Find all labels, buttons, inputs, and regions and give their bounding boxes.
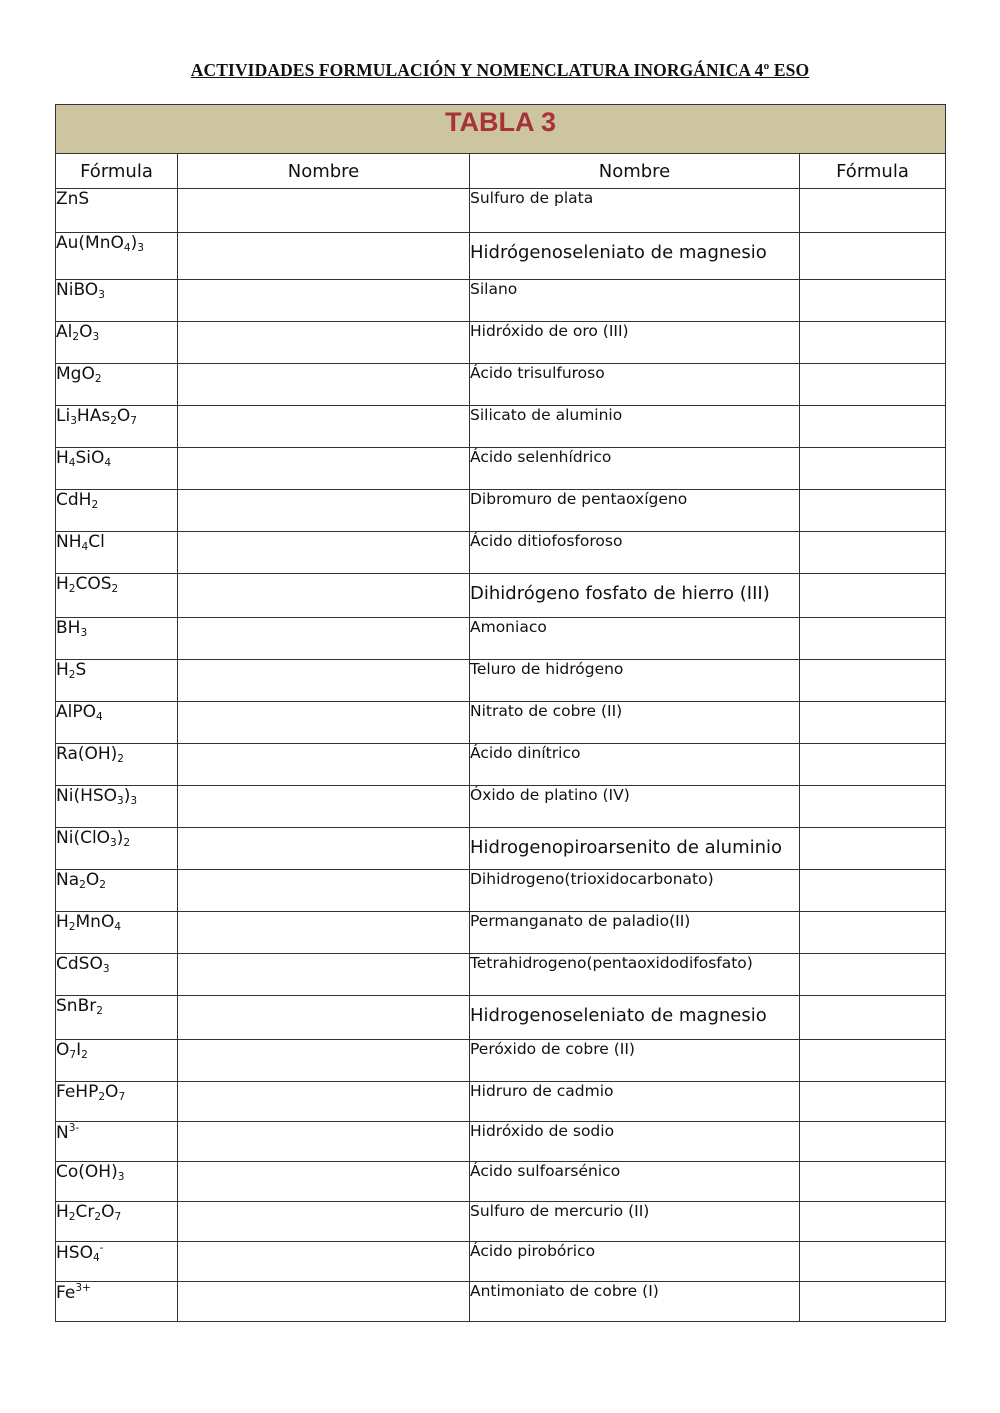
compound-name: Tetrahidrogeno(pentaoxidodifosfato) bbox=[470, 954, 753, 972]
name-cell bbox=[470, 870, 800, 912]
compound-name: Hidrogenoseleniato de magnesio bbox=[470, 1005, 767, 1026]
formula-text: O bbox=[79, 322, 93, 342]
formula-subscript: 2 bbox=[68, 921, 76, 933]
compound-name: Óxido de platino (IV) bbox=[470, 786, 630, 804]
formula-text: NH bbox=[56, 532, 82, 552]
formula-subscript: 4 bbox=[123, 242, 131, 254]
name-cell bbox=[470, 996, 800, 1040]
formula-text: N bbox=[56, 1123, 69, 1143]
name-cell bbox=[470, 280, 800, 322]
table-row bbox=[56, 322, 946, 364]
formula-cell bbox=[56, 912, 178, 954]
formula-subscript: 4 bbox=[96, 711, 103, 723]
formula-cell bbox=[56, 660, 178, 702]
formula-subscript: 2 bbox=[68, 583, 76, 595]
formula-text: Ni(ClO bbox=[56, 828, 111, 848]
formula-text: SnBr bbox=[56, 996, 97, 1016]
document-title: ACTIVIDADES FORMULACIÓN Y NOMENCLATURA INORGÁNICA 4º ESO bbox=[190, 60, 810, 80]
answer-name-cell[interactable] bbox=[178, 996, 470, 1040]
header-formula-right: Fórmula bbox=[800, 154, 946, 189]
name-cell bbox=[470, 1282, 800, 1322]
formula-text: H bbox=[56, 660, 69, 680]
formula-subscript: 4 bbox=[104, 457, 112, 469]
formula-text: O bbox=[105, 1082, 119, 1102]
answer-name-cell[interactable] bbox=[178, 280, 470, 322]
formula-cell bbox=[56, 364, 178, 406]
formula-subscript: 3 bbox=[98, 289, 105, 301]
compound-name: Sulfuro de plata bbox=[470, 189, 594, 207]
formula-text: COS bbox=[75, 574, 112, 594]
table-banner-label: TABLA 3 bbox=[445, 107, 556, 137]
formula-text: Na bbox=[56, 870, 80, 890]
compound-name: Ácido trisulfuroso bbox=[470, 364, 605, 382]
answer-name-cell[interactable] bbox=[178, 532, 470, 574]
answer-name-cell[interactable] bbox=[178, 448, 470, 490]
table-banner bbox=[56, 105, 946, 154]
answer-formula-cell[interactable] bbox=[800, 1040, 946, 1082]
name-cell bbox=[470, 532, 800, 574]
compound-name: Dihidrógeno fosfato de hierro (III) bbox=[470, 583, 770, 604]
answer-name-cell[interactable] bbox=[178, 660, 470, 702]
name-cell bbox=[470, 912, 800, 954]
formula-subscript: 2 bbox=[117, 753, 124, 765]
answer-name-cell[interactable] bbox=[178, 1082, 470, 1122]
answer-formula-cell[interactable] bbox=[800, 189, 946, 233]
compound-name: Ácido sulfoarsénico bbox=[470, 1162, 621, 1180]
formula-text: HAs bbox=[76, 406, 111, 426]
answer-formula-cell[interactable] bbox=[800, 828, 946, 870]
compound-name: Silano bbox=[470, 280, 518, 298]
header-name-left: Nombre bbox=[178, 154, 470, 189]
table-row bbox=[56, 1040, 946, 1082]
answer-formula-cell[interactable] bbox=[800, 490, 946, 532]
formula-subscript: 2 bbox=[72, 331, 80, 343]
table-row bbox=[56, 660, 946, 702]
formula-subscript: 2 bbox=[123, 837, 131, 849]
formula-cell bbox=[56, 406, 178, 448]
answer-name-cell[interactable] bbox=[178, 828, 470, 870]
formula-text: CdSO bbox=[56, 954, 103, 974]
table-row bbox=[56, 280, 946, 322]
formula-text: O bbox=[85, 870, 100, 890]
name-cell bbox=[470, 828, 800, 870]
formula-text: Co(OH) bbox=[56, 1162, 118, 1182]
header-formula-left: Fórmula bbox=[56, 154, 178, 189]
name-cell bbox=[470, 954, 800, 996]
answer-name-cell[interactable] bbox=[178, 1282, 470, 1322]
formula-cell bbox=[56, 574, 178, 618]
formula-text: HSO bbox=[56, 1243, 93, 1263]
formula-text: O bbox=[56, 1040, 70, 1060]
answer-formula-cell[interactable] bbox=[800, 618, 946, 660]
compound-name: Hidrogenopiroarsenito de aluminio bbox=[470, 837, 783, 858]
compound-name: Dibromuro de pentaoxígeno bbox=[470, 490, 688, 508]
table-row bbox=[56, 448, 946, 490]
formula-subscript: 3 bbox=[102, 963, 110, 975]
name-cell bbox=[470, 189, 800, 233]
table-row bbox=[56, 618, 946, 660]
answer-formula-cell[interactable] bbox=[800, 786, 946, 828]
formula-superscript: - bbox=[99, 1242, 104, 1254]
formula-text: BH bbox=[56, 618, 81, 638]
formula-subscript: 4 bbox=[68, 457, 76, 469]
answer-name-cell[interactable] bbox=[178, 364, 470, 406]
table-row bbox=[56, 1202, 946, 1242]
answer-name-cell[interactable] bbox=[178, 574, 470, 618]
formula-text: CdH bbox=[56, 490, 92, 510]
table-row bbox=[56, 364, 946, 406]
formula-subscript: 3 bbox=[117, 1171, 125, 1183]
formula-cell bbox=[56, 490, 178, 532]
formula-text: S bbox=[75, 660, 87, 680]
formula-subscript: 3 bbox=[80, 627, 88, 639]
formula-cell bbox=[56, 828, 178, 870]
formula-cell bbox=[56, 744, 178, 786]
formula-cell bbox=[56, 1082, 178, 1122]
table-row bbox=[56, 828, 946, 870]
formula-text: O bbox=[101, 1202, 115, 1222]
name-cell bbox=[470, 448, 800, 490]
formula-text: O bbox=[116, 406, 131, 426]
formula-text: Li bbox=[56, 406, 71, 426]
answer-formula-cell[interactable] bbox=[800, 744, 946, 786]
table-row bbox=[56, 996, 946, 1040]
table-row bbox=[56, 744, 946, 786]
compound-name: Ácido dinítrico bbox=[470, 744, 581, 762]
table-row bbox=[56, 490, 946, 532]
formula-text: Fe bbox=[56, 1283, 76, 1303]
table-row bbox=[56, 189, 946, 233]
formula-text: H bbox=[56, 1202, 69, 1222]
formula-text: MgO bbox=[56, 364, 95, 384]
answer-name-cell[interactable] bbox=[178, 189, 470, 233]
formula-subscript: 2 bbox=[94, 1211, 102, 1223]
formula-cell bbox=[56, 618, 178, 660]
formula-subscript: 2 bbox=[81, 1049, 88, 1061]
formula-subscript: 2 bbox=[111, 583, 119, 595]
table-row bbox=[56, 1162, 946, 1202]
compound-name: Teluro de hidrógeno bbox=[470, 660, 624, 678]
formula-text: MnO bbox=[75, 912, 115, 932]
formula-text: H bbox=[56, 574, 69, 594]
formula-text: Ra(OH) bbox=[56, 744, 118, 764]
table-row bbox=[56, 912, 946, 954]
formula-cell bbox=[56, 1282, 178, 1322]
answer-name-cell[interactable] bbox=[178, 233, 470, 280]
formula-subscript: 3 bbox=[130, 795, 138, 807]
formula-text: ZnS bbox=[56, 189, 90, 209]
answer-formula-cell[interactable] bbox=[800, 280, 946, 322]
name-cell bbox=[470, 660, 800, 702]
formula-text: FeHP bbox=[56, 1082, 99, 1102]
answer-formula-cell[interactable] bbox=[800, 448, 946, 490]
answer-formula-cell[interactable] bbox=[800, 1282, 946, 1322]
compound-name: Ácido ditiofosforoso bbox=[470, 532, 623, 550]
answer-formula-cell[interactable] bbox=[800, 364, 946, 406]
formula-text: Al bbox=[56, 322, 73, 342]
name-cell bbox=[470, 1040, 800, 1082]
answer-name-cell[interactable] bbox=[178, 870, 470, 912]
answer-name-cell[interactable] bbox=[178, 744, 470, 786]
compound-name: Dihidrogeno(trioxidocarbonato) bbox=[470, 870, 714, 888]
formula-subscript: 3 bbox=[70, 415, 77, 427]
formula-text: AlPO bbox=[56, 702, 96, 722]
compound-name: Hidróxido de sodio bbox=[470, 1122, 615, 1140]
answer-formula-cell[interactable] bbox=[800, 954, 946, 996]
formula-cell bbox=[56, 189, 178, 233]
formula-text: SiO bbox=[75, 448, 105, 468]
formula-subscript: 3 bbox=[110, 837, 117, 849]
formula-text: NiBO bbox=[56, 280, 99, 300]
answer-name-cell[interactable] bbox=[178, 954, 470, 996]
answer-formula-cell[interactable] bbox=[800, 406, 946, 448]
name-cell bbox=[470, 1162, 800, 1202]
answer-name-cell[interactable] bbox=[178, 322, 470, 364]
header-name-right: Nombre bbox=[470, 154, 800, 189]
answer-name-cell[interactable] bbox=[178, 1122, 470, 1162]
compound-name: Hidróxido de oro (III) bbox=[470, 322, 629, 340]
formula-text: H bbox=[56, 912, 69, 932]
answer-name-cell[interactable] bbox=[178, 1162, 470, 1202]
formula-text: ) bbox=[116, 828, 124, 848]
name-cell bbox=[470, 233, 800, 280]
formula-subscript: 7 bbox=[69, 1049, 77, 1061]
table-row bbox=[56, 1282, 946, 1322]
formula-cell bbox=[56, 1242, 178, 1282]
worksheet-table bbox=[55, 104, 946, 1322]
answer-formula-cell[interactable] bbox=[800, 574, 946, 618]
answer-formula-cell[interactable] bbox=[800, 322, 946, 364]
answer-formula-cell[interactable] bbox=[800, 870, 946, 912]
formula-subscript: 4 bbox=[114, 921, 122, 933]
name-cell bbox=[470, 1242, 800, 1282]
formula-cell bbox=[56, 1040, 178, 1082]
table-row bbox=[56, 532, 946, 574]
answer-formula-cell[interactable] bbox=[800, 1122, 946, 1162]
compound-name: Amoniaco bbox=[470, 618, 547, 636]
formula-text: Au(MnO bbox=[56, 233, 124, 253]
answer-name-cell[interactable] bbox=[178, 490, 470, 532]
formula-subscript: 2 bbox=[68, 669, 76, 681]
formula-cell bbox=[56, 786, 178, 828]
formula-subscript: 2 bbox=[79, 879, 86, 891]
answer-name-cell[interactable] bbox=[178, 702, 470, 744]
answer-name-cell[interactable] bbox=[178, 1040, 470, 1082]
answer-formula-cell[interactable] bbox=[800, 702, 946, 744]
formula-text: Cr bbox=[75, 1202, 95, 1222]
name-cell bbox=[470, 322, 800, 364]
answer-name-cell[interactable] bbox=[178, 406, 470, 448]
formula-subscript: 7 bbox=[130, 415, 137, 427]
formula-subscript: 4 bbox=[81, 541, 89, 553]
formula-subscript: 2 bbox=[68, 1211, 76, 1223]
formula-subscript: 2 bbox=[99, 879, 106, 891]
formula-cell bbox=[56, 1162, 178, 1202]
formula-superscript: 3- bbox=[68, 1122, 80, 1134]
formula-subscript: 7 bbox=[114, 1211, 122, 1223]
formula-superscript: 3+ bbox=[75, 1282, 91, 1294]
name-cell bbox=[470, 618, 800, 660]
table-row bbox=[56, 233, 946, 280]
formula-subscript: 4 bbox=[92, 1252, 100, 1264]
formula-subscript: 3 bbox=[117, 795, 124, 807]
table-row bbox=[56, 406, 946, 448]
table-row bbox=[56, 786, 946, 828]
table-body bbox=[56, 189, 946, 1322]
answer-formula-cell[interactable] bbox=[800, 660, 946, 702]
formula-subscript: 2 bbox=[98, 1091, 106, 1103]
formula-subscript: 3 bbox=[92, 331, 100, 343]
compound-name: Ácido pirobórico bbox=[470, 1242, 596, 1260]
name-cell bbox=[470, 786, 800, 828]
answer-formula-cell[interactable] bbox=[800, 1162, 946, 1202]
formula-text: ) bbox=[123, 786, 131, 806]
compound-name: Permanganato de paladio(II) bbox=[470, 912, 691, 930]
name-cell bbox=[470, 744, 800, 786]
answer-formula-cell[interactable] bbox=[800, 912, 946, 954]
formula-cell bbox=[56, 1122, 178, 1162]
formula-cell bbox=[56, 996, 178, 1040]
answer-formula-cell[interactable] bbox=[800, 1202, 946, 1242]
name-cell bbox=[470, 1122, 800, 1162]
formula-cell bbox=[56, 322, 178, 364]
answer-formula-cell[interactable] bbox=[800, 996, 946, 1040]
formula-text: ) bbox=[130, 233, 138, 253]
table-row bbox=[56, 1122, 946, 1162]
compound-name: Sulfuro de mercurio (II) bbox=[470, 1202, 650, 1220]
compound-name: Hidruro de cadmio bbox=[470, 1082, 614, 1100]
name-cell bbox=[470, 364, 800, 406]
table-row bbox=[56, 702, 946, 744]
formula-cell bbox=[56, 532, 178, 574]
compound-name: Nitrato de cobre (II) bbox=[470, 702, 623, 720]
name-cell bbox=[470, 490, 800, 532]
formula-cell bbox=[56, 448, 178, 490]
formula-cell bbox=[56, 954, 178, 996]
name-cell bbox=[470, 702, 800, 744]
answer-name-cell[interactable] bbox=[178, 786, 470, 828]
table-row bbox=[56, 870, 946, 912]
formula-subscript: 2 bbox=[91, 499, 99, 511]
formula-cell bbox=[56, 870, 178, 912]
formula-subscript: 2 bbox=[96, 1005, 103, 1017]
name-cell bbox=[470, 1082, 800, 1122]
formula-subscript: 2 bbox=[94, 373, 102, 385]
formula-subscript: 7 bbox=[118, 1091, 126, 1103]
answer-name-cell[interactable] bbox=[178, 912, 470, 954]
compound-name: Ácido selenhídrico bbox=[470, 448, 612, 466]
answer-name-cell[interactable] bbox=[178, 618, 470, 660]
compound-name: Antimoniato de cobre (I) bbox=[470, 1282, 659, 1300]
answer-name-cell[interactable] bbox=[178, 1202, 470, 1242]
answer-formula-cell[interactable] bbox=[800, 532, 946, 574]
table-row bbox=[56, 1242, 946, 1282]
formula-subscript: 3 bbox=[137, 242, 144, 254]
table-row bbox=[56, 954, 946, 996]
answer-formula-cell[interactable] bbox=[800, 233, 946, 280]
formula-text: Cl bbox=[88, 532, 105, 552]
table-row bbox=[56, 1082, 946, 1122]
compound-name: Peróxido de cobre (II) bbox=[470, 1040, 635, 1058]
compound-name: Hidrógenoseleniato de magnesio bbox=[470, 242, 767, 263]
compound-name: Silicato de aluminio bbox=[470, 406, 623, 424]
table-row bbox=[56, 574, 946, 618]
answer-name-cell[interactable] bbox=[178, 1242, 470, 1282]
formula-text: Ni(HSO bbox=[56, 786, 118, 806]
answer-formula-cell[interactable] bbox=[800, 1242, 946, 1282]
name-cell bbox=[470, 574, 800, 618]
formula-cell bbox=[56, 280, 178, 322]
formula-cell bbox=[56, 233, 178, 280]
formula-cell bbox=[56, 702, 178, 744]
name-cell bbox=[470, 1202, 800, 1242]
formula-cell bbox=[56, 1202, 178, 1242]
name-cell bbox=[470, 406, 800, 448]
formula-subscript: 2 bbox=[110, 415, 117, 427]
formula-text: H bbox=[56, 448, 69, 468]
answer-formula-cell[interactable] bbox=[800, 1082, 946, 1122]
formula-text: I bbox=[76, 1040, 82, 1060]
